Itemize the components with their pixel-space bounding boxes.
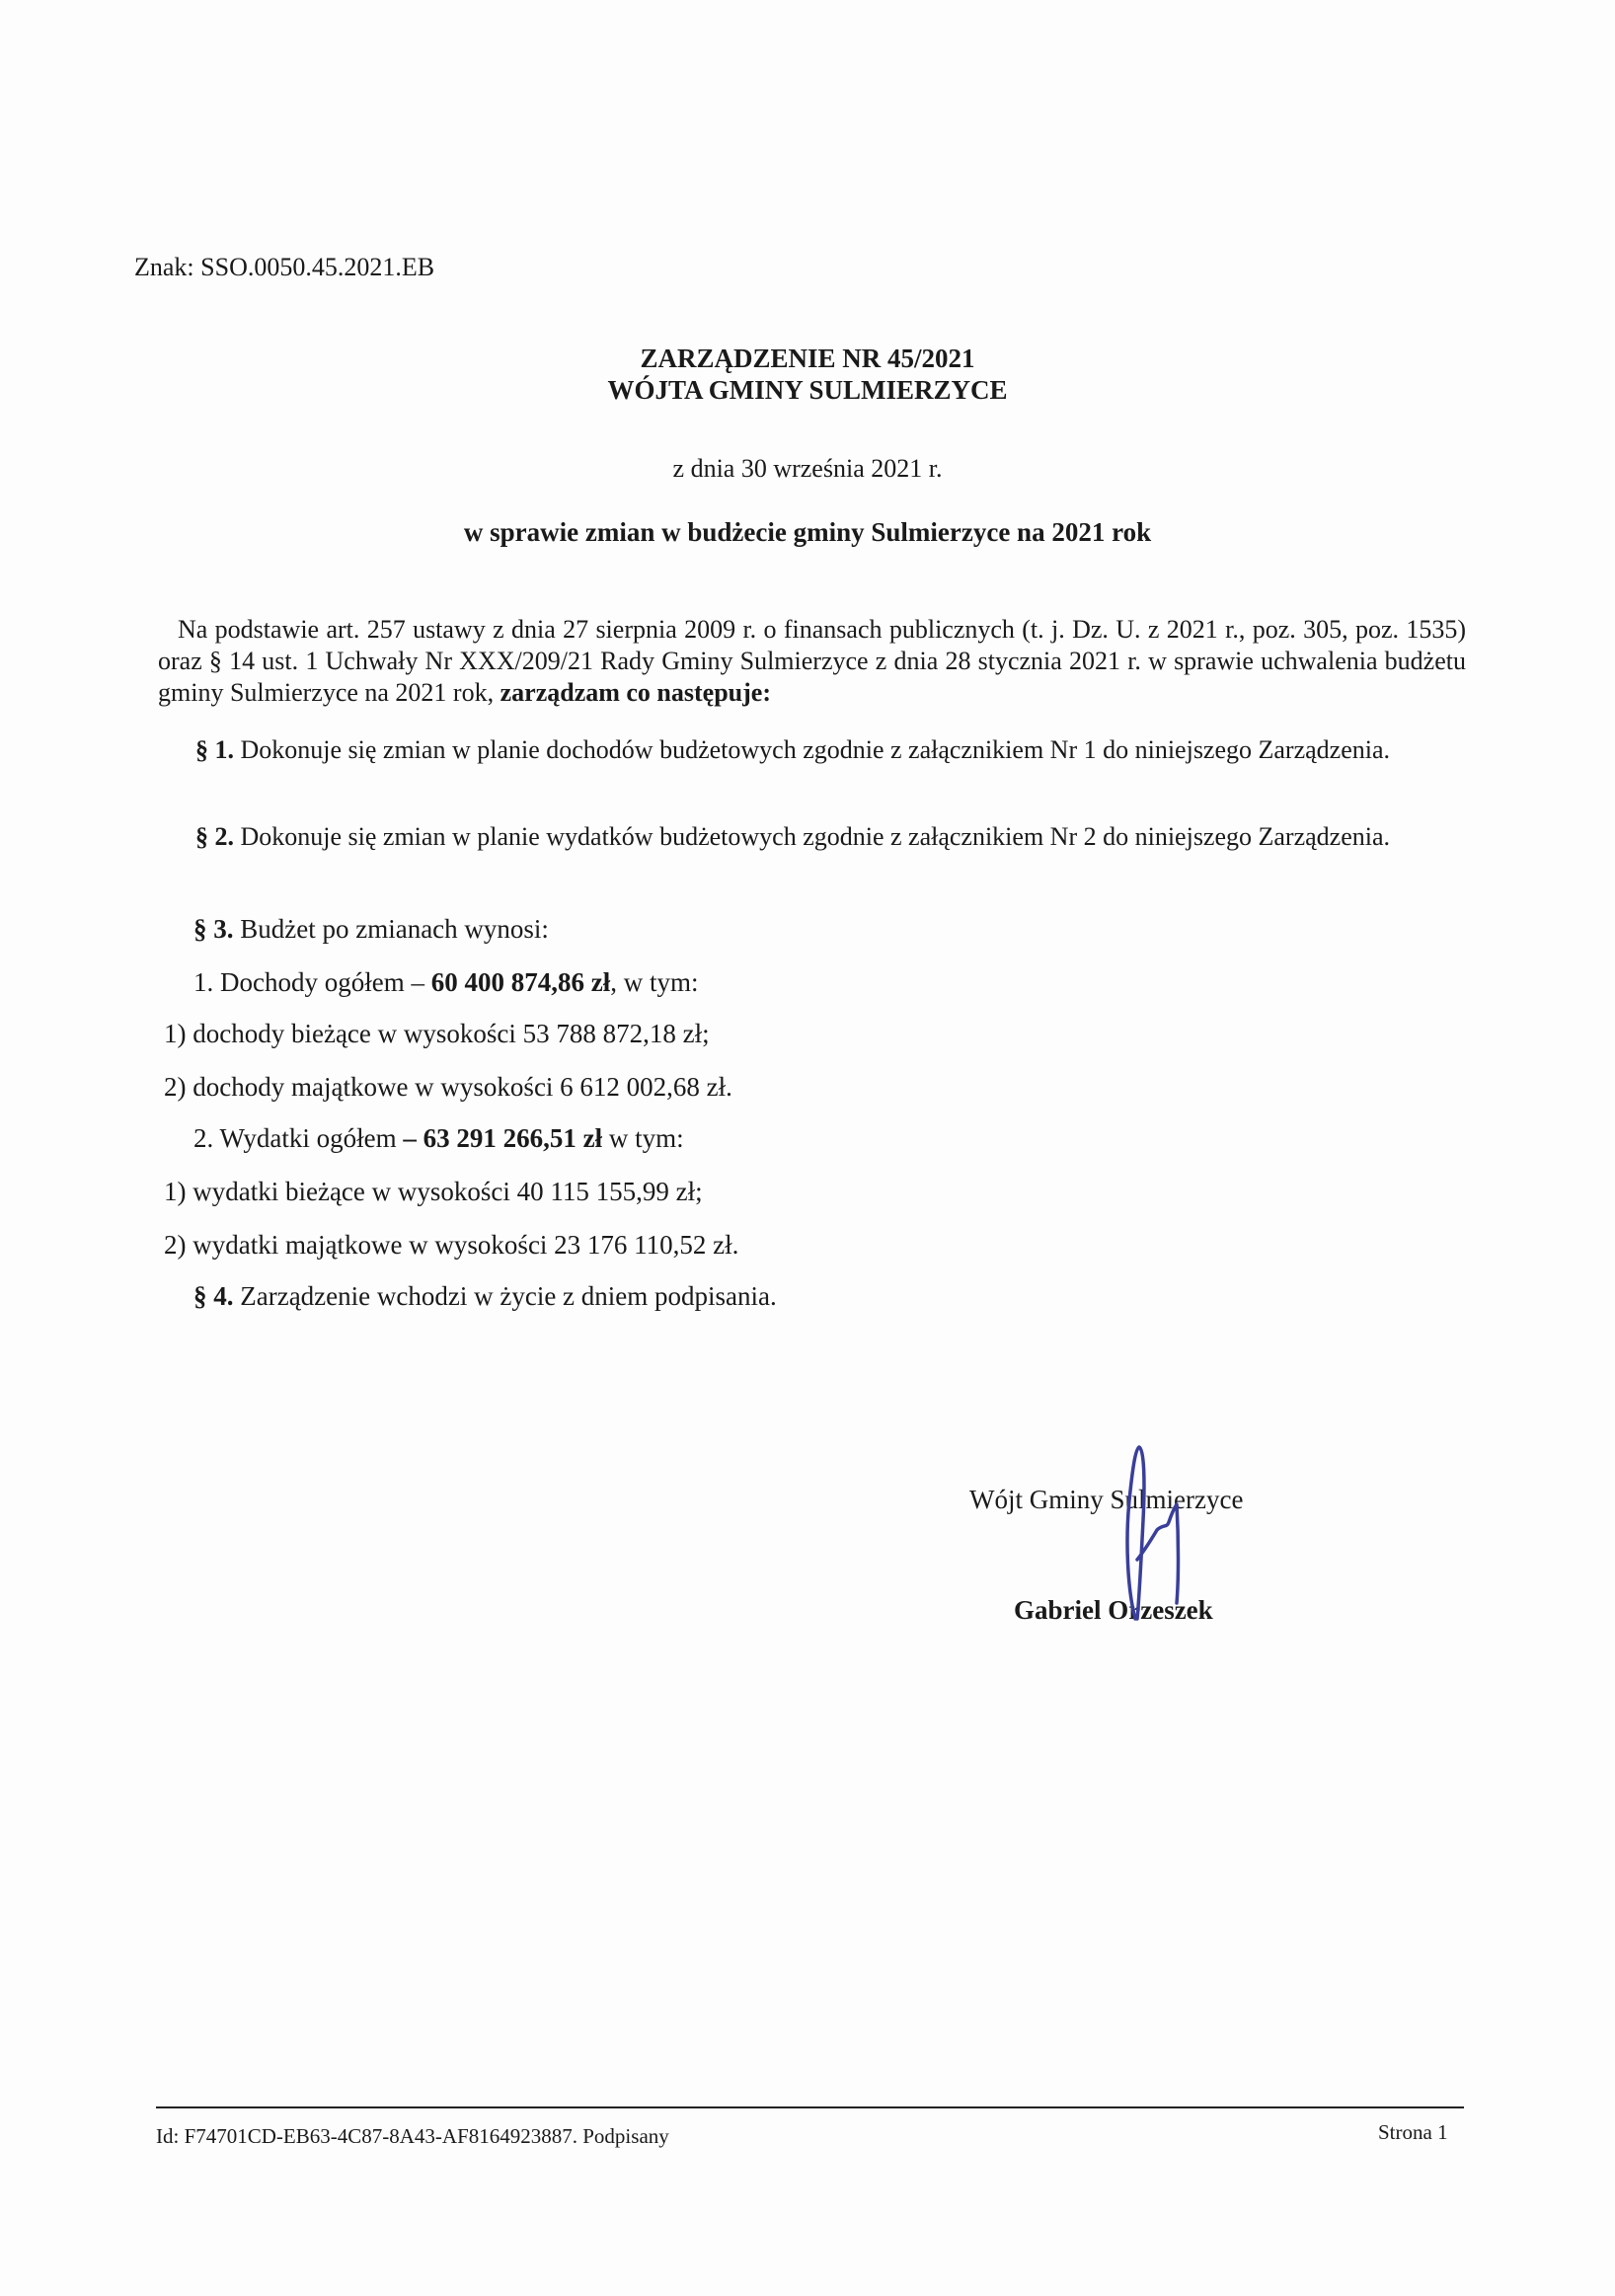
expenses-total-label: 2. Wydatki ogółem [193,1123,404,1153]
section-2 [158,819,1466,855]
document-reference: Znak: SSO.0050.45.2021.EB [134,253,435,281]
income-total-label: 1. Dochody ogółem – [193,967,431,997]
signatory-name: Gabriel Orzeszek [1014,1595,1213,1625]
signatory-title: Wójt Gminy Sulmierzyce [969,1485,1244,1514]
legal-basis-text: Na podstawie art. 257 ustawy z dnia 27 sierpnia 2009 r. o finansach publicznych (t. j. Dz. U. z 2021 r., poz. 305, poz. 1535) oraz § 14 ust. 1 Uchwały Nr XXX/209/21 Rady Gminy Sulmierzyce z dnia 28 stycznia 2021 r. w sprawie uchwalenia budżetu gminy Sulmierzyce na 2021 rok, [158,615,1466,707]
section-2-marker: § 2. [195,822,234,851]
expenses-current-line: 1) wydatki bieżące w wysokości 40 115 155,99 zł; [164,1177,703,1206]
document-date: z dnia 30 września 2021 r. [672,454,943,483]
income-total-line [193,967,699,998]
document-issuer: WÓJTA GMINY SULMIERZYCE [607,375,1008,405]
section-3-marker: § 3. [193,914,234,944]
footer-document-id: Id: F74701CD-EB63-4C87-8A43-AF8164923887. Podpisany [156,2124,669,2148]
income-total-suffix: , w tym: [610,967,699,997]
footer-divider [156,2106,1464,2108]
expenses-total-value: – 63 291 266,51 zł [403,1123,603,1153]
expenses-total-suffix: w tym: [602,1123,684,1153]
expenses-total-line [193,1123,684,1154]
section-1 [158,732,1466,768]
income-current-line: 1) dochody bieżące w wysokości 53 788 872,18 zł; [164,1019,710,1048]
legal-basis-decision: zarządzam co następuje: [500,678,771,707]
section-4-marker: § 4. [193,1281,234,1311]
income-property-line: 2) dochody majątkowe w wysokości 6 612 002,68 zł. [164,1072,732,1102]
section-3-text: Budżet po zmianach wynosi: [233,914,549,944]
handwritten-signature [1106,1441,1194,1624]
income-total-value: 60 400 874,86 zł [430,967,611,997]
section-4-text: Zarządzenie wchodzi w życie z dniem podpisania. [233,1281,777,1311]
section-1-marker: § 1. [195,735,234,764]
legal-basis-paragraph [158,614,1466,709]
section-2-text: Dokonuje się zmian w planie wydatków budżetowych zgodnie z załącznikiem Nr 2 do niniejszego Zarządzenia. [234,822,1391,851]
section-1-text: Dokonuje się zmian w planie dochodów budżetowych zgodnie z załącznikiem Nr 1 do niniejszego Zarządzenia. [234,735,1391,764]
expenses-property-line: 2) wydatki majątkowe w wysokości 23 176 110,52 zł. [164,1230,739,1260]
document-title: ZARZĄDZENIE NR 45/2021 [640,344,975,373]
document-subject: w sprawie zmian w budżecie gminy Sulmierzyce na 2021 rok [463,517,1152,547]
signature-stroke [1127,1447,1179,1619]
section-4 [193,1281,777,1312]
footer-page-number: Strona 1 [1378,2120,1448,2144]
section-3 [193,914,549,945]
